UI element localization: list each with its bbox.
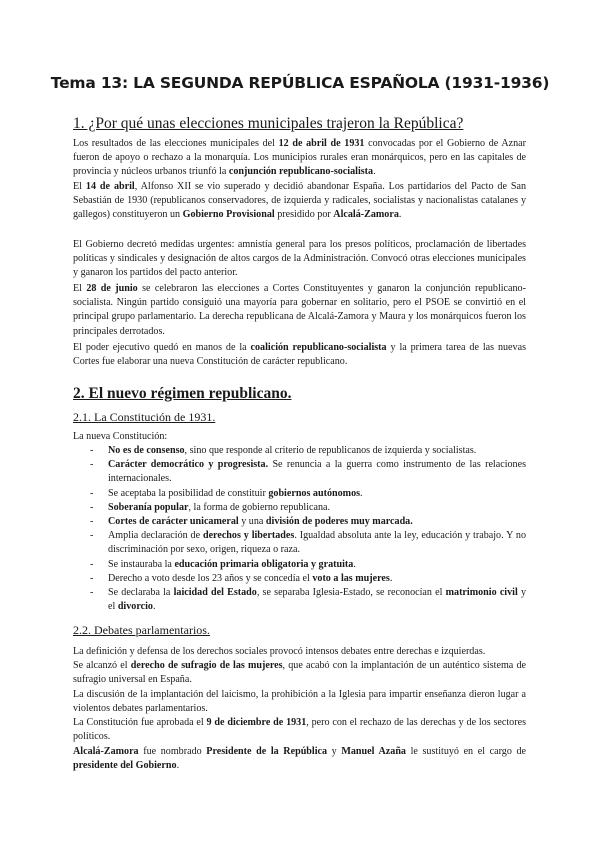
section-1-paragraph-2: El 14 de abril, Alfonso XII se vio superado y decidió abandonar España. Los partidarios del Pacto de San Sebastián de 1930 (republicanos conservadores, de izquierda y radicales, socialistas y nacionalistas catalanes y gallegos) constituyeron un Gobierno Provisional presidido por Alcalá-Zamora.	[73, 181, 527, 221]
debates-paragraph-5: Alcalá-Zamora fue nombrado Presidente de la República y Manuel Azaña le sustituyó en el cargo de presidente del Gobierno.	[73, 746, 527, 772]
list-item: - Derecho a voto desde los 23 años y se concedía el voto a las mujeres.	[73, 572, 526, 586]
list-item: - Amplia declaración de derechos y libertades. Igualdad absoluta ante la ley, educación y trabajo. Y no discriminación por sexo, origen, riqueza o raza.	[73, 529, 526, 557]
subsection-2-1-heading: 2.1. La Constitución de 1931.	[73, 410, 216, 424]
section-1-paragraph-1: Los resultados de las elecciones municipales del 12 de abril de 1931 convocadas por el Gobierno de Aznar fueron de apoyo o rechazo a la monarquía. Los municipios rurales eran monárquicos, pero en las capitales de provincia y núcleos urbanos triunfó la conjunción republicano-socialista.	[73, 138, 527, 178]
debates-paragraph-3: La discusión de la implantación del laicismo, la prohibición a la Iglesia para impartir enseñanza dieron lugar a violentos debates parlamentarios.	[73, 689, 526, 715]
subsection-2-2-heading: 2.2. Debates parlamentarios.	[73, 623, 210, 637]
debates-paragraph-1: La definición y defensa de los derechos sociales provocó intensos debates entre derechas e izquierdas.	[73, 646, 486, 657]
list-item: - Se declaraba la laicidad del Estado, se separaba Iglesia-Estado, se reconocían el matrimonio civil y el divorcio.	[73, 586, 526, 614]
list-item: - Cortes de carácter unicameral y una división de poderes muy marcada.	[73, 515, 526, 529]
constitution-list	[73, 444, 526, 614]
constitution-intro: La nueva Constitución:	[73, 431, 168, 442]
section-1-heading: 1. ¿Por qué unas elecciones municipales trajeron la República?	[73, 115, 464, 132]
section-1-paragraph-3: El Gobierno decretó medidas urgentes: amnistía general para los presos políticos, proclamación de libertades políticas y sindicales y designación de altos cargos de la Administración. Convocó otras elecciones municipales y ganaron los partidos del pacto anterior.	[73, 239, 526, 279]
debates-paragraph-2: Se alcanzó el derecho de sufragio de las mujeres, que acabó con la implantación de un auténtico sistema de sufragio universal en España.	[73, 660, 526, 686]
page-title: Tema 13: LA SEGUNDA REPÚBLICA ESPAÑOLA (1931-1936)	[50, 74, 550, 92]
list-item: - Se instauraba la educación primaria obligatoria y gratuita.	[73, 558, 526, 572]
list-item: - No es de consenso, sino que responde al criterio de republicanos de izquierda y socialistas.	[73, 444, 526, 458]
section-1-paragraph-5: El poder ejecutivo quedó en manos de la coalición republicano-socialista y la primera tarea de las nuevas Cortes fue elaborar una nueva Constitución de carácter republicano.	[73, 342, 526, 368]
section-1-paragraph-4: El 28 de junio se celebraron las elecciones a Cortes Constituyentes y ganaron la conjunción republicano-socialista. Ningún partido consiguió una mayoría para gobernar en solitario, pero el PSOE se convirtió en el principal grupo parlamentario. La derecha republicana de Alcalá-Zamora y Maura y los monárquicos fueron los principales derrotados.	[73, 283, 526, 337]
debates-paragraph-4: La Constitución fue aprobada el 9 de diciembre de 1931, pero con el rechazo de las derechas y de los sectores políticos.	[73, 717, 526, 743]
list-item: - Carácter democrático y progresista. Se renuncia a la guerra como instrumento de las relaciones internacionales.	[73, 458, 526, 486]
section-2-heading: 2. El nuevo régimen republicano.	[73, 385, 292, 402]
list-item: - Soberanía popular, la forma de gobierno republicana.	[73, 501, 526, 515]
list-item: - Se aceptaba la posibilidad de constituir gobiernos autónomos.	[73, 487, 526, 501]
